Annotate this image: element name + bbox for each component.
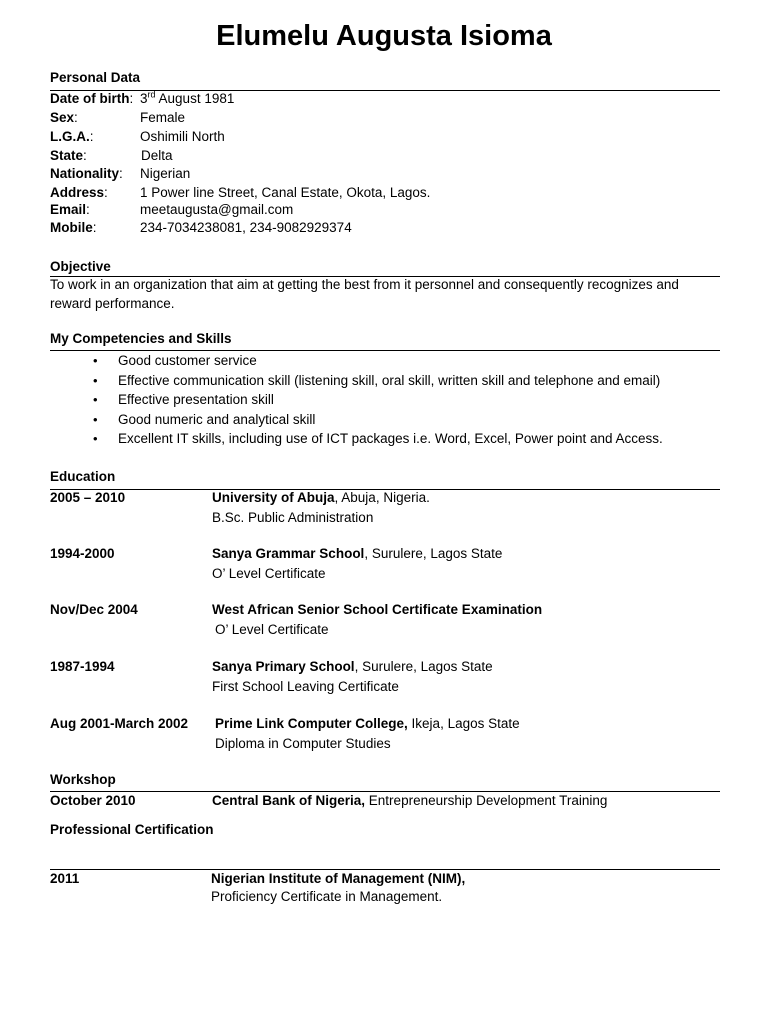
- education-institution: Prime Link Computer College, Ikeja, Lagos State: [215, 716, 520, 731]
- education-institution: Sanya Primary School, Surulere, Lagos State: [212, 659, 493, 674]
- personal-data-heading: Personal Data: [50, 70, 141, 85]
- certification-year: 2011: [50, 871, 80, 886]
- mobile-value: 234-7034238081, 234-9082929374: [140, 220, 352, 235]
- dob-label: Date of birth:: [50, 91, 134, 106]
- education-dates: Nov/Dec 2004: [50, 602, 138, 617]
- state-label: State:: [50, 148, 87, 163]
- dob-value: 3rd August 1981: [140, 89, 235, 106]
- objective-line-1: To work in an organization that aim at getting the best from it personnel and consequently recognizes and: [50, 277, 679, 292]
- education-dates: Aug 2001-March 2002: [50, 716, 189, 731]
- education-qualification: Diploma in Computer Studies: [215, 736, 391, 751]
- certification-institution: Nigerian Institute of Management (NIM),: [211, 871, 466, 886]
- bullet-icon: •: [93, 373, 98, 388]
- education-dates: 1994-2000: [50, 546, 115, 561]
- email-value: meetaugusta@gmail.com: [140, 202, 294, 217]
- education-entry: [50, 545, 730, 585]
- education-qualification: O’ Level Certificate: [215, 622, 329, 637]
- sex-label: Sex:: [50, 110, 78, 125]
- education-entry: [50, 489, 730, 529]
- education-institution: University of Abuja, Abuja, Nigeria.: [212, 490, 430, 505]
- education-dates: 2005 – 2010: [50, 490, 126, 505]
- bullet-icon: •: [93, 431, 98, 446]
- state-value: Delta: [141, 148, 173, 163]
- education-institution: Sanya Grammar School, Surulere, Lagos State: [212, 546, 503, 561]
- lga-value: Oshimili North: [140, 129, 225, 144]
- mobile-label: Mobile:: [50, 220, 97, 235]
- workshop-heading: Workshop: [50, 772, 116, 787]
- email-label: Email:: [50, 202, 90, 217]
- education-heading: Education: [50, 469, 116, 484]
- skills-rule: [50, 350, 720, 351]
- nationality-value: Nigerian: [140, 166, 191, 181]
- objective-line-2: reward performance.: [50, 296, 175, 311]
- lga-label: L.G.A.:: [50, 129, 94, 144]
- education-entry: [50, 601, 730, 641]
- certification-heading: Professional Certification: [50, 822, 214, 837]
- education-qualification: O’ Level Certificate: [212, 566, 326, 581]
- bullet-icon: •: [93, 392, 98, 407]
- certification-qualification: Proficiency Certificate in Management.: [211, 889, 443, 904]
- address-value: 1 Power line Street, Canal Estate, Okota, Lagos.: [140, 185, 431, 200]
- education-dates: 1987-1994: [50, 659, 115, 674]
- objective-heading: Objective: [50, 259, 111, 274]
- candidate-name: Elumelu Augusta Isioma: [216, 20, 552, 52]
- bullet-icon: •: [93, 353, 98, 368]
- workshop-detail: Central Bank of Nigeria, Entrepreneurship Development Training: [212, 793, 608, 808]
- nationality-label: Nationality:: [50, 166, 123, 181]
- education-qualification: B.Sc. Public Administration: [212, 510, 374, 525]
- education-entry: [50, 715, 730, 755]
- resume-page: Elumelu Augusta Isioma Personal Data Date of birth: 3rd August 1981 Sex: Female L.G.A.: Oshimili North State: Delta Nationality: Nigerian Address: 1 Power line Street, Canal Estate, Okota, Lagos. Email: meetaugusta@gmail.com Mobile: 234-7034238081, 234-9082929374 Objective To work in an organization that aim at getting the best from it personnel and consequently recognizes and reward performance. My Competencies and Skills • Good customer service • Effective communication skill (listening skill, oral skill, written skill and telephone and email) • Effective presentation skill • Good numeric and analytical skill • Excellent IT skills, including use of ICT packages i.e. Word, Excel, Power point and Access. Education 2005 – 2010 University of Abuja, Abuja, Nigeria. B.Sc. Public Administration 1994-2000 Sanya Grammar School, Surulere, Lagos State O’ Level Certificate Nov/Dec 2004 West African Senior School Certificate Examination O’ Level Certificate 1987-1994 Sanya Primary School, Surulere, Lagos State First School Leaving Certificate Aug 2001-March 2002 Prime Link Computer College, Ikeja, Lagos State Diploma in Computer Studies Workshop October 2010 Central Bank of Nigeria, Entrepreneurship Development Training Professional Certification 2011 Nigerian Institute of Management (NIM), Proficiency Certificate in Management.: [0, 0, 768, 1024]
- address-label: Address:: [50, 185, 108, 200]
- education-institution: West African Senior School Certificate Examination: [212, 602, 543, 617]
- sex-value: Female: [140, 110, 186, 125]
- education-entry: [50, 658, 730, 698]
- skills-heading: My Competencies and Skills: [50, 331, 232, 346]
- education-qualification: First School Leaving Certificate: [212, 679, 399, 694]
- bullet-icon: •: [93, 412, 98, 427]
- workshop-dates: October 2010: [50, 793, 136, 808]
